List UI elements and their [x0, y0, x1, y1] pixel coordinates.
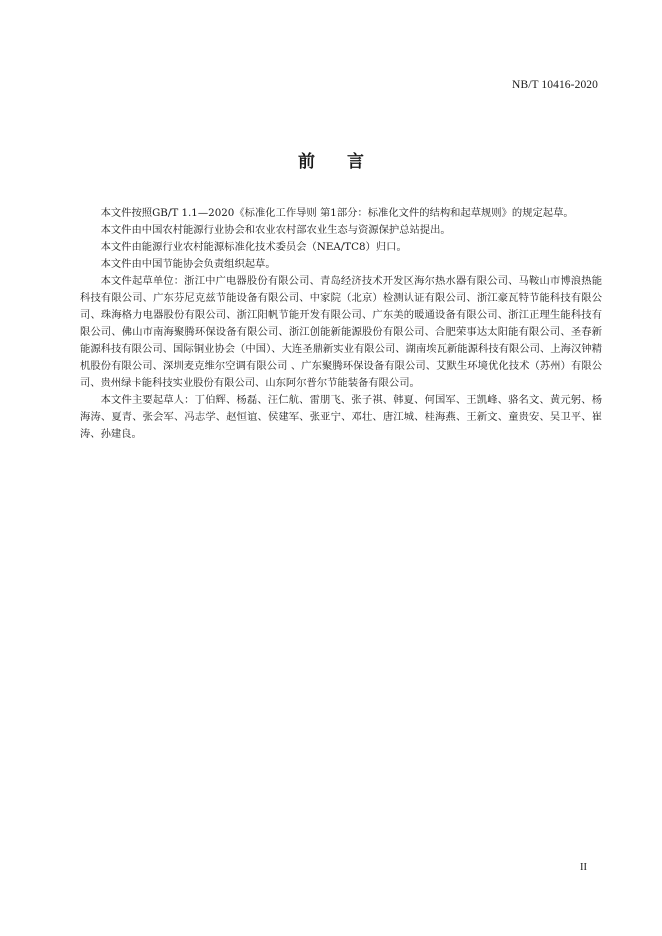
paragraph-technical-committee: 本文件由能源行业农村能源标准化技术委员会（NEA/TC8）归口。 [100, 241, 407, 253]
paragraph-drafting-units: 本文件起草单位：浙江中广电器股份有限公司、青岛经济技术开发区海尔热水器有限公司、马鞍山市博浪热能科技有限公司、广东芬尼克兹节能设备有限公司、中家院（北京）检测认证有限公司、浙江豪瓦特节能科技有限公司、珠海格力电器股份有限公司、浙江阳帆节能开发有限公司、广东美的暖通设备有限公司、浙江正理生能科技有限公司、佛山市南海聚腾环保设备有限公司、浙江创能新能源股份有限公司、合肥荣事达太阳能有限公司、圣春新能源科技有限公司、国际铜业协会（中国）、大连圣鼎新实业有限公司、湖南埃瓦新能源科技有限公司、上海汉钟精机股份有限公司、深圳麦克维尔空调有限公司 、广东聚腾环保设备有限公司、艾默生环境优化技术（苏州）有限公司、贵州绿卡能科技实业股份有限公司、山东阿尔普尔节能装备有限公司。 [80, 275, 602, 389]
page-title [0, 147, 662, 172]
title-char-2: 言 [347, 152, 364, 172]
page-number: II [580, 862, 587, 873]
paragraph-drafting-rules: 本文件按照GB/T 1.1—2020《标准化工作导则 第1部分：标准化文件的结构和起草规则》的规定起草。 [100, 207, 574, 219]
title-char-1: 前 [298, 152, 315, 172]
paragraph-organizer: 本文件由中国节能协会负责组织起草。 [100, 258, 276, 270]
paragraph-proposer: 本文件由中国农村能源行业协会和农业农村部农业生态与资源保护总站提出。 [100, 224, 451, 236]
paragraph-main-drafters: 本文件主要起草人：丁伯辉、杨磊、汪仁航、雷朋飞、张子祺、韩夏、何国军、王凯峰、骆名文、黄元躬、杨海涛、夏青、张会军、冯志学、赵恒谊、侯建军、张亚宁、邓壮、唐江城、桂海燕、王新文、童贵安、吴卫平、崔涛、孙建良。 [80, 394, 602, 440]
standard-code: NB/T 10416-2020 [512, 79, 598, 91]
foreword-body [80, 205, 602, 443]
